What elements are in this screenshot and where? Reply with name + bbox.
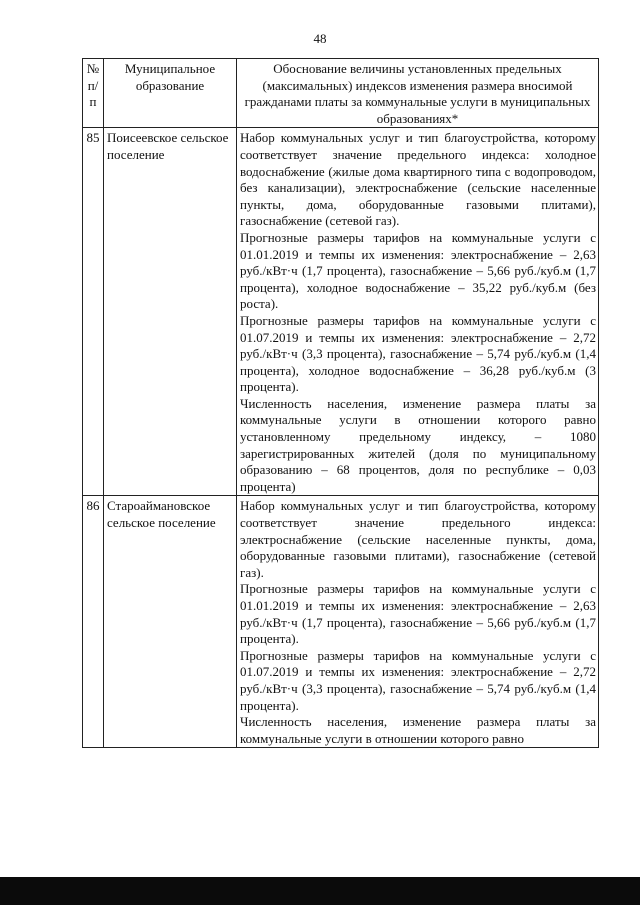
- paragraph-service-set: Набор коммунальных услуг и тип благоустройства, которому соответствует значение предельного индекса: электроснабжение (сельские населенные пункты, дома, оборудованные газовыми плитами), газоснабжение (сетевой газ).: [240, 498, 596, 580]
- table-header-row: [83, 59, 599, 128]
- paragraph-population: Численность населения, изменение размера платы за коммунальные услуги в отношении которого равно: [240, 714, 596, 746]
- scan-edge-bar: [0, 877, 640, 905]
- header-municipality: Муниципальное образование: [104, 59, 237, 128]
- paragraph-population: Численность населения, изменение размера платы за коммунальные услуги в отношении которого равно установленному предельному индексу, – 1080 зарегистрированных жителей (доля по муниципальному образованию – 68 процентов, доля по республике – 0,03 процента): [240, 395, 596, 494]
- table-row: [83, 496, 599, 748]
- table-row: [83, 128, 599, 496]
- tariff-table: [82, 58, 599, 748]
- row-number: 85: [83, 128, 104, 496]
- paragraph-tariffs-jul: Прогнозные размеры тарифов на коммунальные услуги с 01.07.2019 и темпы их изменения: электроснабжение – 2,72 руб./кВт·ч (3,3 процента), газоснабжение – 5,74 руб./куб.м (1,4 процента).: [240, 647, 596, 713]
- page-number: 48: [313, 31, 327, 46]
- municipality-name: Поисеевское сельское поселение: [104, 128, 237, 496]
- row-number: 86: [83, 496, 104, 748]
- paragraph-tariffs-jan: Прогнозные размеры тарифов на коммунальные услуги с 01.01.2019 и темпы их изменения: электроснабжение – 2,63 руб./кВт·ч (1,7 процента), газоснабжение – 5,66 руб./куб.м (1,7 процента).: [240, 581, 596, 647]
- paragraph-tariffs-jan: Прогнозные размеры тарифов на коммунальные услуги с 01.01.2019 и темпы их изменения: электроснабжение – 2,63 руб./кВт·ч (1,7 процента), газоснабжение – 5,66 руб./куб.м (1,7 процента), холодное водоснабжение – 35,22 руб./куб.м (без роста).: [240, 229, 596, 312]
- municipality-name: Староаймановское сельское поселение: [104, 496, 237, 748]
- justification-cell: [237, 496, 599, 748]
- header-num: № п/п: [83, 59, 104, 128]
- paragraph-service-set: Набор коммунальных услуг и тип благоустройства, которому соответствует значение предельного индекса: холодное водоснабжение (жилые дома квартирного типа с водопроводом, без канализации), электроснабжение (сельские населенные пункты, дома, оборудованные газовыми плитами), газоснабжение (сетевой газ).: [240, 130, 596, 229]
- header-justification: Обоснование величины установленных предельных (максимальных) индексов изменения размера вносимой гражданами платы за коммунальные услуги в муниципальных образованиях*: [237, 59, 599, 128]
- justification-cell: [237, 128, 599, 496]
- paragraph-tariffs-jul: Прогнозные размеры тарифов на коммунальные услуги с 01.07.2019 и темпы их изменения: электроснабжение – 2,72 руб./кВт·ч (3,3 процента), газоснабжение – 5,74 руб./куб.м (1,4 процента), холодное водоснабжение – 36,28 руб./куб.м (3 процента).: [240, 312, 596, 395]
